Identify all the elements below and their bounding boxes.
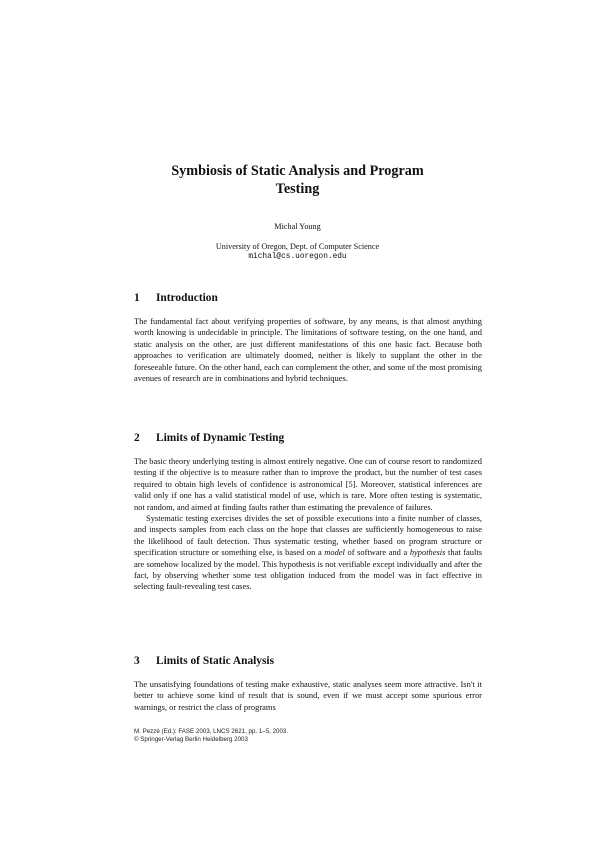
paragraph: The fundamental fact about verifying properties of software, by any means, is that almost anything worth knowing is undecidable in principle. The limitations of software testing, on the one hand, and static analysis on the other, are just different manifestations of this one basic fact. Because both approaches to verification are ultimately doomed, neither is likely to supplant the other in the foreseeable future. On the other hand, each can complement the other, and some of the most promising avenues of research are in combinations and hybrid techniques. (134, 316, 482, 384)
section-heading-static-analysis (134, 654, 482, 668)
section-heading-introduction (134, 291, 482, 305)
text-run: of software and a (344, 547, 410, 558)
section-number: 1 (134, 292, 140, 304)
emphasis-hypothesis: hypothesis (409, 547, 446, 558)
author-name: Michal Young (274, 222, 321, 231)
section-number: 3 (134, 655, 140, 667)
section-heading-dynamic-testing (134, 431, 482, 445)
author-affiliation: University of Oregon, Dept. of Computer Science (215, 242, 380, 251)
author-email: michal@cs.uoregon.edu (248, 253, 347, 261)
paper-title-line-2: Testing (275, 181, 320, 197)
dynamic-testing-body (134, 456, 482, 593)
footer-citation: M. Pezzè (Ed.): FASE 2003, LNCS 2621, pp. 1–5, 2003. (134, 728, 289, 735)
introduction-body (134, 316, 482, 384)
footer-copyright: © Springer-Verlag Berlin Heidelberg 2003 (134, 736, 248, 744)
section-title: Introduction (156, 292, 218, 304)
paragraph: The basic theory underlying testing is almost entirely negative. One can of course resort to randomized testing if the objective is to measure rather than to improve the product, but the number of test cases required to obtain high levels of confidence is astronomical [5]. Moreover, statistical inferences are valid only if one has a valid statistical model of use, which is rare. More often testing is systematic, not random, and aimed at finding faults rather than estimating the prevalence of failures. (134, 456, 482, 512)
text-run: that faults are somehow localized by the model. This hypothesis is not verifiable except individually and after the fact, by observing whether some test obligation induced from the model was in fact effective in selecting fault-revealing test cases. (134, 547, 482, 592)
paragraph (134, 513, 482, 593)
paper-title-line-1: Symbiosis of Static Analysis and Program (171, 163, 424, 179)
section-title: Limits of Dynamic Testing (156, 432, 285, 444)
emphasis-model: model (324, 547, 345, 558)
copyright-footer (134, 728, 482, 745)
text-run: Systematic testing exercises divides the set of possible executions into a finite number of classes, and inspects samples from each class on the hope that classes are sufficiently homogeneous to raise the likelihood of fault detection. Thus systematic testing, whether based on program structure or specification structure or something else, is based on a (134, 513, 482, 558)
section-title: Limits of Static Analysis (156, 655, 275, 667)
static-analysis-body (134, 679, 482, 713)
section-number: 2 (134, 432, 140, 444)
paragraph: The unsatisfying foundations of testing make exhaustive, static analyses seem more attractive. Isn't it better to achieve some kind of result that is sound, even if we must accept some spurious error warnings, or restrict the class of programs (134, 679, 482, 712)
